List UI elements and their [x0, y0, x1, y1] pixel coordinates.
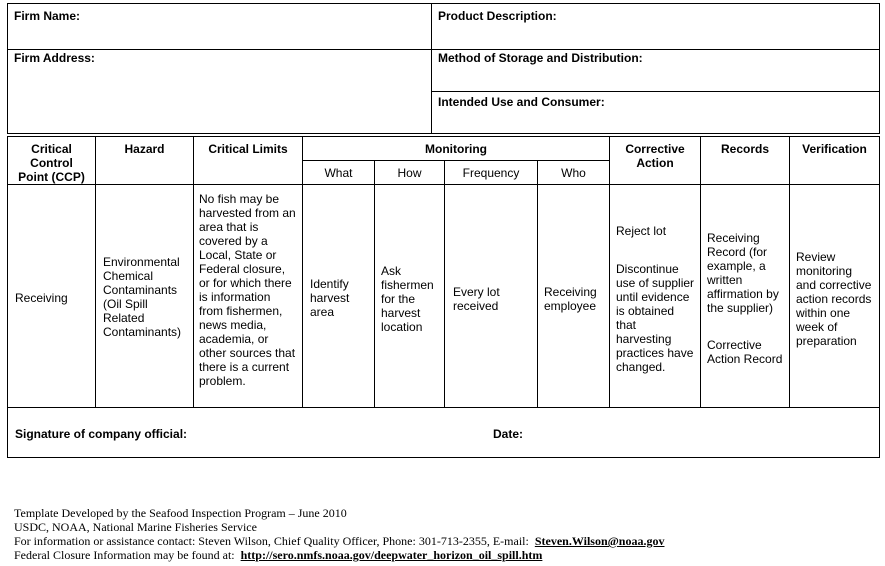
header-verification: Verification [802, 142, 867, 156]
header-records: Records [720, 142, 770, 156]
header-who: Who [561, 166, 586, 180]
header-frequency: Frequency [462, 166, 520, 180]
signature-label: Signature of company official: [15, 427, 188, 441]
header-ccp: Critical Control Point (CCP) [18, 142, 85, 184]
header-what: What [324, 166, 353, 180]
cell-records-2: Corrective Action Record [707, 338, 783, 366]
footer-line-4 [14, 548, 542, 562]
product-description-label: Product Description: [438, 9, 557, 23]
cell-corrective-action-2: Discontinue use of supplier until evidence is obtained that harvesting practices have changed. [616, 262, 695, 374]
firm-address-label: Firm Address: [14, 51, 95, 65]
footer-line-1: Template Developed by the Seafood Inspection Program – June 2010 [14, 506, 347, 520]
date-label: Date: [493, 427, 524, 441]
cell-corrective-action-1: Reject lot [616, 224, 667, 238]
header-corrective-action: Corrective Action [625, 142, 685, 170]
cell-who: Receiving employee [544, 285, 597, 313]
header-hazard: Hazard [124, 142, 165, 156]
footer-line-3 [14, 534, 664, 548]
storage-distribution-label: Method of Storage and Distribution: [438, 51, 643, 65]
cell-verification: Review monitoring and corrective action records within one week of preparation [796, 250, 872, 348]
cell-hazard: Environmental Chemical Contaminants (Oil Spill Related Contaminants) [103, 255, 182, 339]
intended-use-label: Intended Use and Consumer: [438, 95, 605, 109]
header-monitoring: Monitoring [425, 142, 487, 156]
header-critical-limits: Critical Limits [208, 142, 288, 156]
firm-name-label: Firm Name: [14, 9, 81, 23]
closure-info-text: Federal Closure Information may be found at: [14, 548, 235, 562]
cell-what: Identify harvest area [310, 277, 350, 319]
header-how: How [397, 166, 422, 180]
cell-critical-limits: No fish may be harvested from an area that is covered by a Local, State or Federal closure, or for which there is information from fishermen, news media, academia, or other sources that there is a current problem. [199, 192, 296, 388]
cell-records-1: Receiving Record (for example, a written affirmation by the supplier) [707, 231, 779, 315]
closure-url-link[interactable]: http://sero.nmfs.noaa.gov/deepwater_horizon_oil_spill.htm [240, 548, 543, 562]
cell-how: Ask fishermen for the harvest location [381, 264, 434, 334]
email-link[interactable]: Steven.Wilson@noaa.gov [534, 534, 665, 548]
contact-text: For information or assistance contact: Steven Wilson, Chief Quality Officer, Phone: 301-713-2355, E-mail: [14, 534, 529, 548]
footer-line-2: USDC, NOAA, National Marine Fisheries Service [14, 520, 257, 534]
cell-ccp: Receiving [15, 291, 68, 305]
cell-frequency: Every lot received [453, 285, 500, 313]
